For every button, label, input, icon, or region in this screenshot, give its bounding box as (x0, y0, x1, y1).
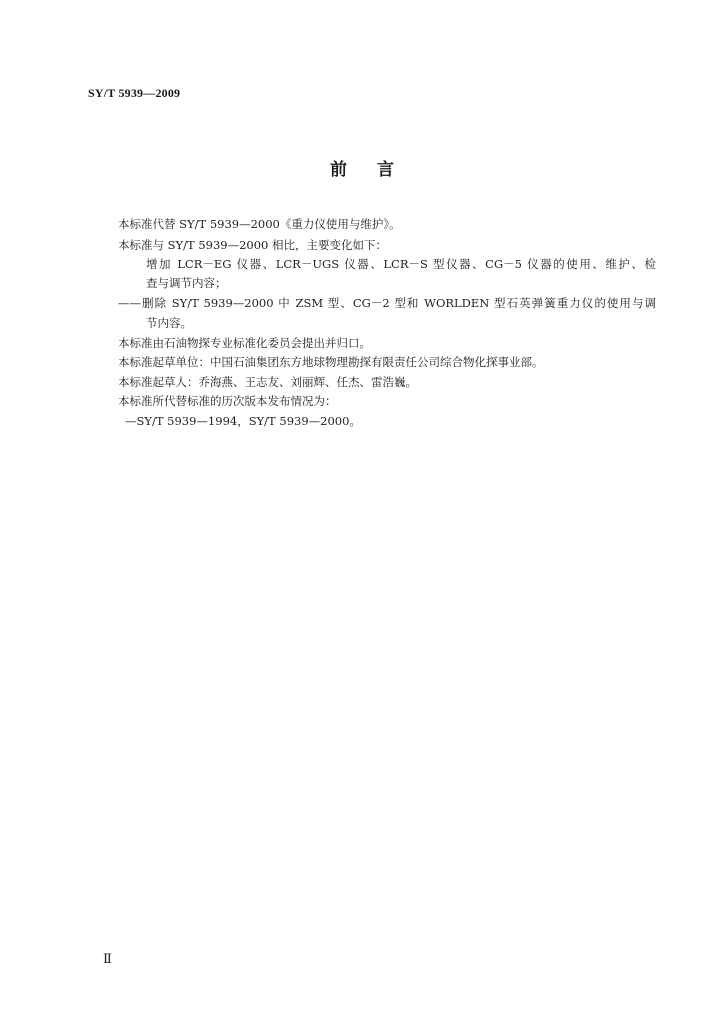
standard-code-header: SY/T 5939—2009 (88, 86, 181, 100)
body-line-added-instruments: 增加 LCR－EG 仪器、LCR－UGS 仪器、LCR－S 型仪器、CG－5 仪器的使用、维护、检 (146, 257, 656, 271)
body-line-changes-intro: 本标准与 SY/T 5939—2000 相比，主要变化如下： (118, 238, 388, 252)
body-line-drafters: 本标准起草人：乔海燕、王志友、刘丽辉、任杰、雷浩巍。 (118, 375, 417, 389)
body-line-replaces: 本标准代替 SY/T 5939—2000《重力仪使用与维护》。 (118, 217, 401, 231)
body-line-drafting-unit: 本标准起草单位：中国石油集团东方地球物理勘探有限责任公司综合物化探事业部。 (118, 355, 544, 369)
body-line-proposer: 本标准由石油物探专业标准化委员会提出并归口。 (118, 336, 371, 350)
body-line-history-versions: —SY/T 5939—1994，SY/T 5939—2000。 (125, 414, 361, 428)
page-title: 前言 (330, 160, 424, 180)
body-line-removed-instruments-cont: 节内容。 (146, 316, 192, 330)
body-line-history-intro: 本标准所代替标准的历次版本发布情况为： (118, 394, 337, 408)
page-number: Ⅱ (103, 951, 112, 966)
body-line-removed-instruments: ——删除 SY/T 5939—2000 中 ZSM 型、CG－2 型和 WORLDEN 型石英弹簧重力仪的使用与调 (118, 296, 656, 310)
body-line-added-instruments-cont: 查与调节内容； (146, 276, 227, 290)
